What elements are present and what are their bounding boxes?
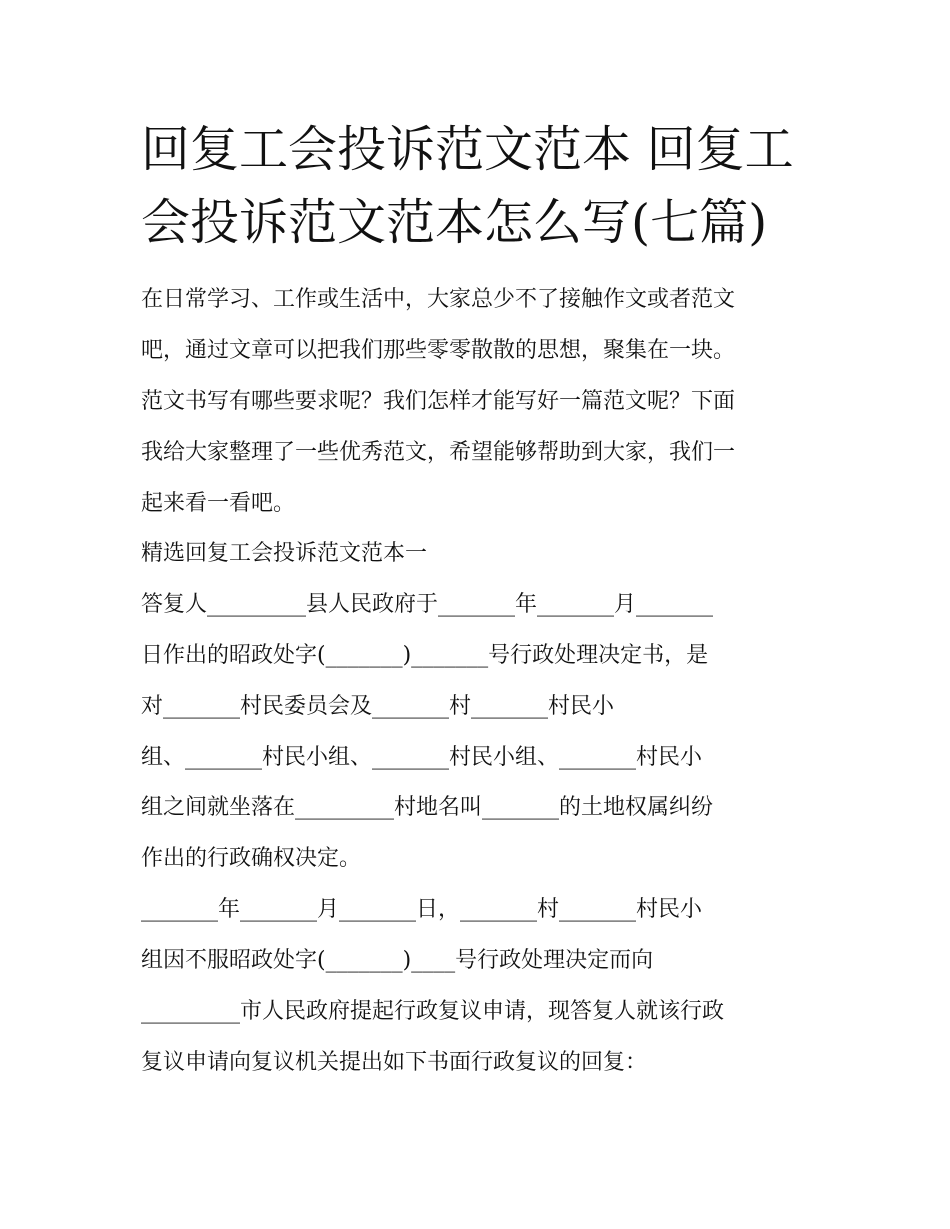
reply-paragraph-line-1: 答复人_________县人民政府于_______年_______月_______: [141, 592, 714, 617]
appeal-paragraph-line-1: _______年_______月_______日，_______村_______村民小: [141, 897, 703, 922]
appeal-paragraph-line-2: 组因不服昭政处字(_______)____号行政处理决定而向: [141, 948, 654, 973]
intro-paragraph-line-1: 在日常学习、工作或生活中，大家总少不了接触作文或者范文: [141, 287, 736, 312]
reply-paragraph-line-6: 作出的行政确权决定。: [141, 846, 362, 871]
document-title: [141, 113, 821, 259]
appeal-paragraph-line-3: _________市人民政府提起行政复议申请，现答复人就该行政: [141, 999, 725, 1024]
intro-paragraph-line-3: 范文书写有哪些要求呢？我们怎样才能写好一篇范文呢？下面: [141, 389, 736, 414]
reply-paragraph-line-3: 对_______村民委员会及_______村_______村民小: [141, 694, 615, 719]
intro-paragraph-line-5: 起来看一看吧。: [141, 491, 296, 516]
reply-paragraph-line-4: 组、_______村民小组、_______村民小组、_______村民小: [141, 745, 703, 770]
intro-paragraph-line-2: 吧，通过文章可以把我们那些零零散散的思想，聚集在一块。: [141, 338, 736, 363]
section-heading: 精选回复工会投诉范文范本一: [141, 541, 428, 566]
title-line-2: 会投诉范文范本怎么写(七篇): [141, 194, 768, 251]
intro-paragraph-line-4: 我给大家整理了一些优秀范文，希望能够帮助到大家，我们一: [141, 440, 736, 465]
reply-paragraph-line-5: 组之间就坐落在_________村地名叫_______的土地权属纠纷: [141, 795, 714, 820]
reply-paragraph-line-2: 日作出的昭政处字(_______)_______号行政处理决定书，是: [141, 643, 709, 668]
title-line-1: 回复工会投诉范文范本 回复工: [141, 121, 794, 178]
appeal-paragraph-line-4: 复议申请向复议机关提出如下书面行政复议的回复：: [141, 1050, 648, 1075]
